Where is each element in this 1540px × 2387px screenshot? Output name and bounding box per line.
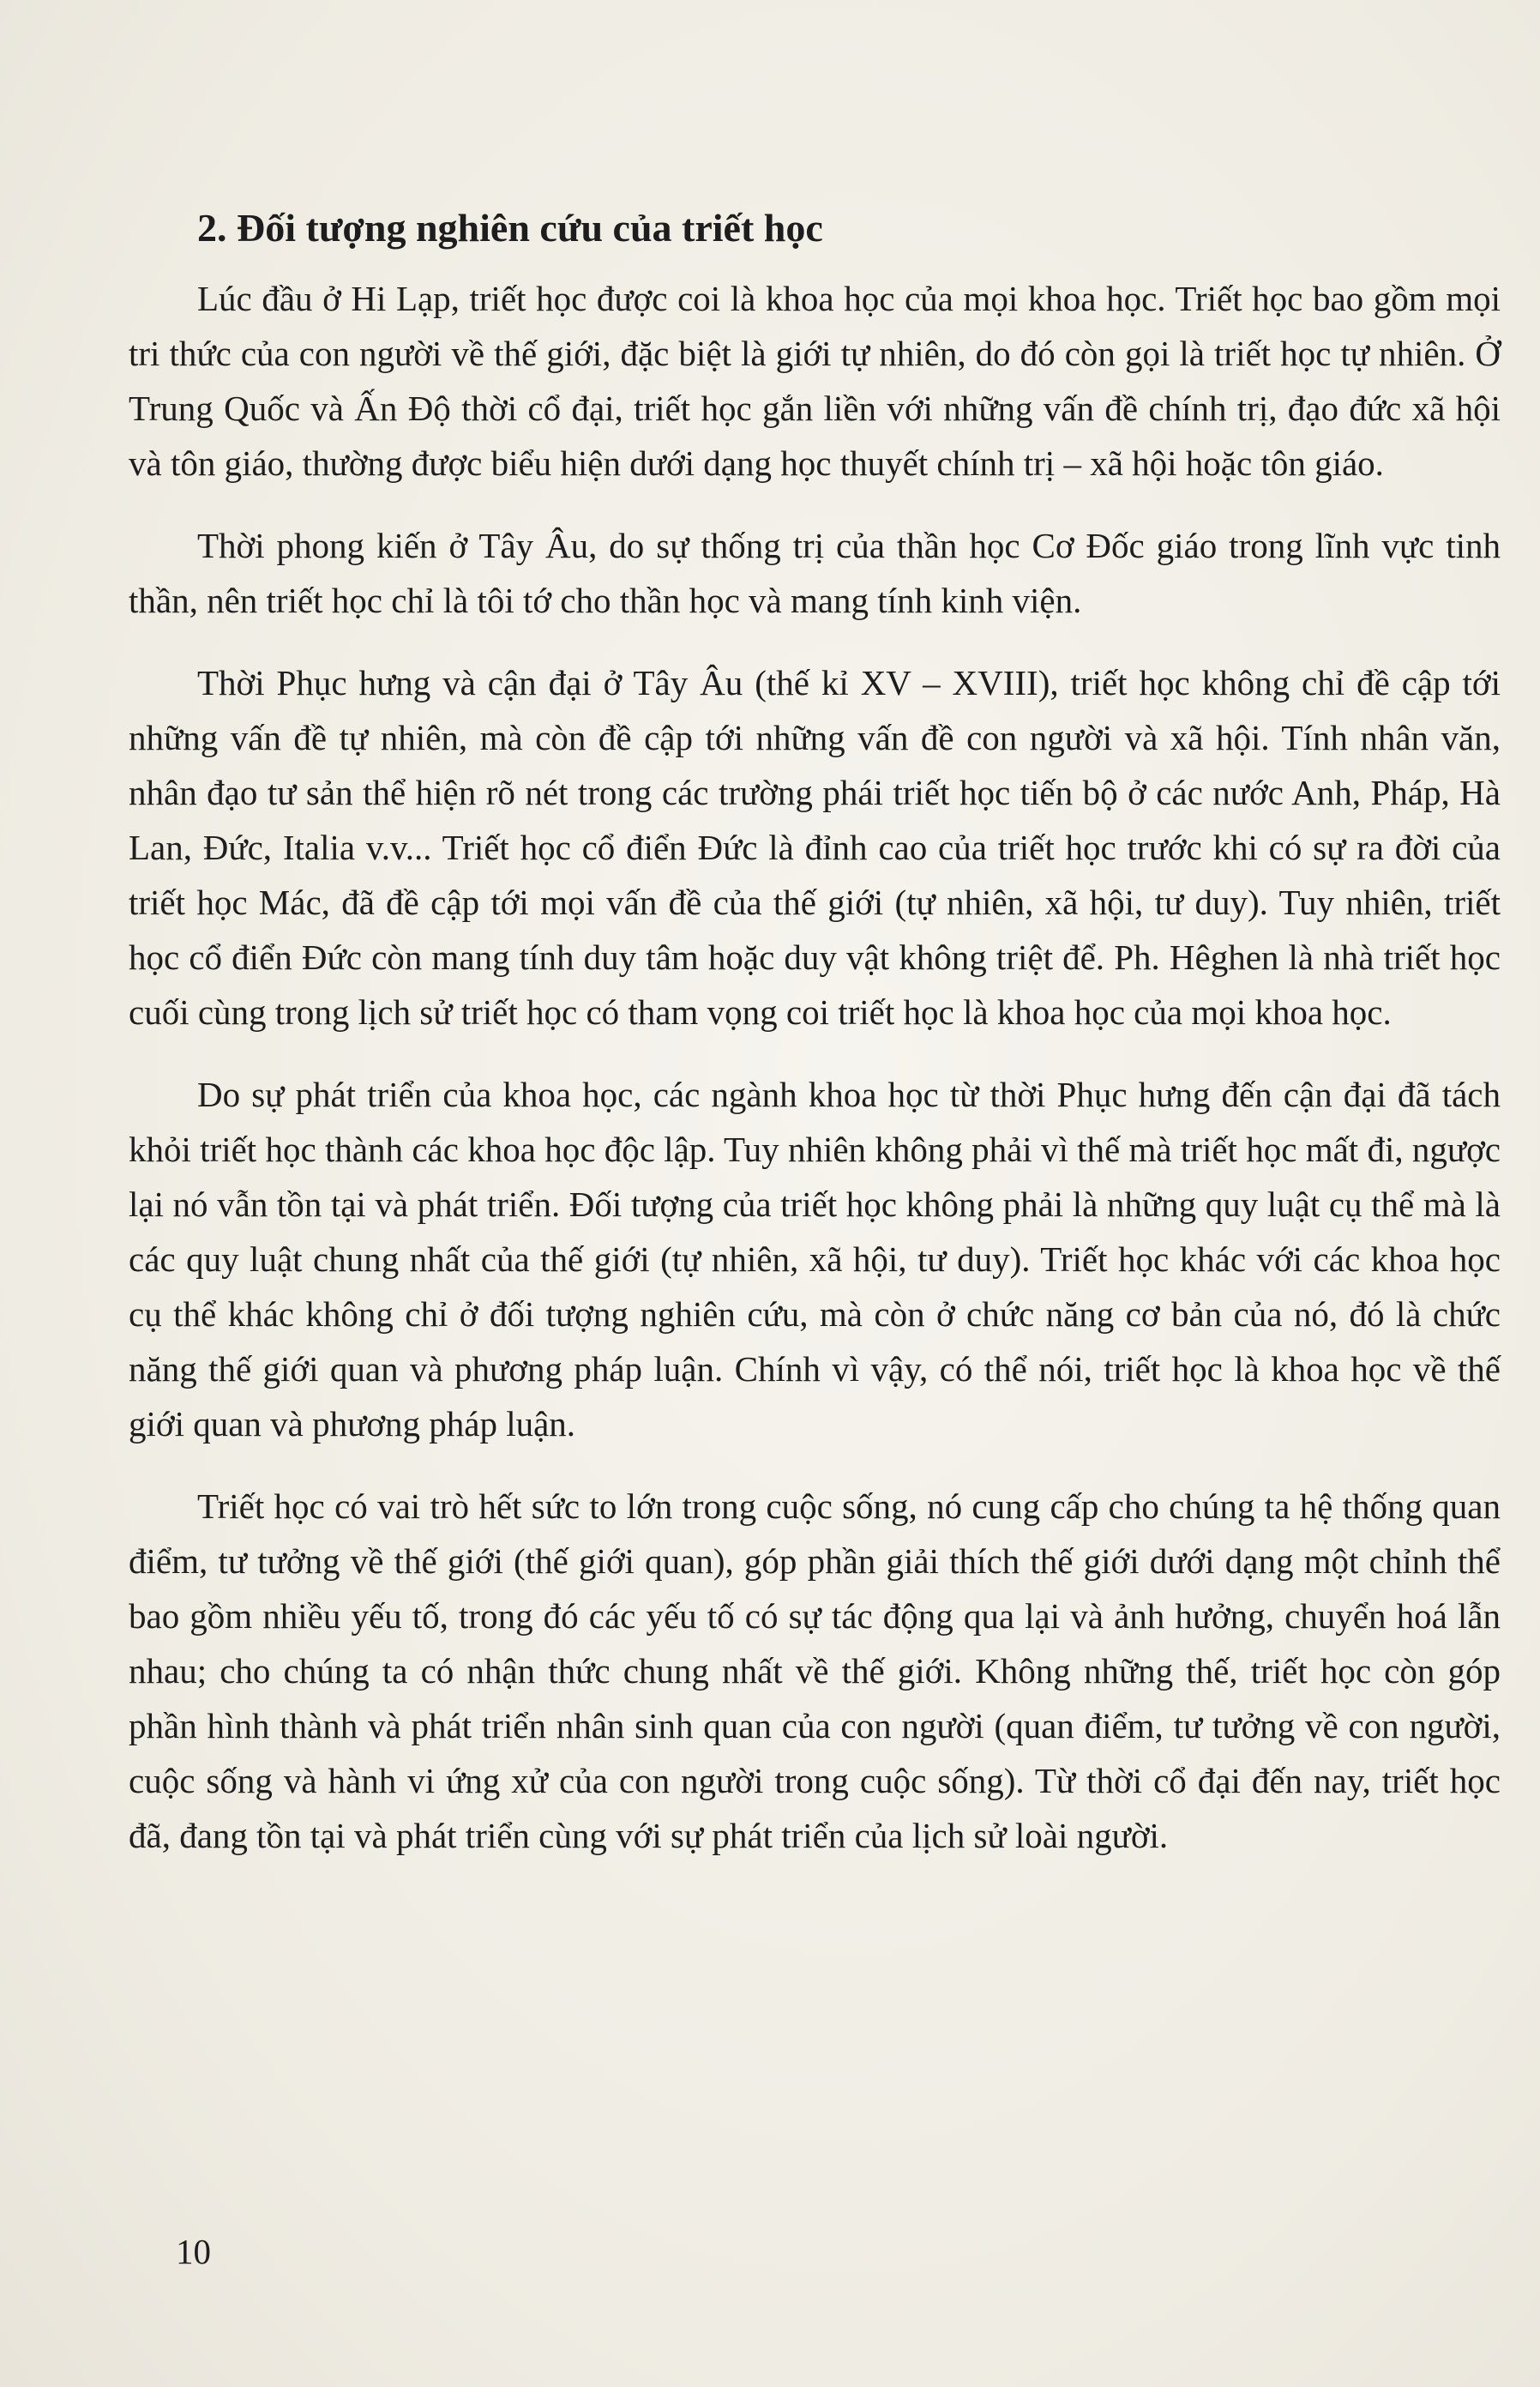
section-heading: 2. Đối tượng nghiên cứu của triết học bbox=[197, 206, 823, 250]
paragraph-renaissance: Thời Phục hưng và cận đại ở Tây Âu (thế kỉ XV – XVIII), triết học không chỉ đề cập tới những vấn đề tự nhiên, mà còn đề cập tới những vấn đề con người và xã hội. Tính nhân văn, nhân đạo tư sản thể hiện rõ nét trong các trường phái triết học tiến bộ ở các nước Anh, Pháp, Hà Lan, Đức, Italia v.v... Triết học cổ điển Đức là đỉnh cao của triết học trước khi có sự ra đời của triết học Mác, đã đề cập tới mọi vấn đề của thế giới (tự nhiên, xã hội, tư duy). Tuy nhiên, triết học cổ điển Đức còn mang tính duy tâm hoặc duy vật không triệt để. Ph. Hêghen là nhà triết học cuối cùng trong lịch sử triết học có tham vọng coi triết học là khoa học của mọi khoa học. bbox=[129, 663, 1501, 1032]
paragraph-feudal: Thời phong kiến ở Tây Âu, do sự thống trị của thần học Cơ Đốc giáo trong lĩnh vực tinh thần, nên triết học chỉ là tôi tớ cho thần học và mang tính kinh viện. bbox=[129, 526, 1501, 620]
page-number: 10 bbox=[176, 2232, 211, 2271]
paragraph-greece: Lúc đầu ở Hi Lạp, triết học được coi là khoa học của mọi khoa học. Triết học bao gồm mọi tri thức của con người về thế giới, đặc biệt là giới tự nhiên, do đó còn gọi là triết học tự nhiên. Ở Trung Quốc và Ấn Độ thời cổ đại, triết học gắn liền với những vấn đề chính trị, đạo đức xã hội và tôn giáo, thường được biểu hiện dưới dạng học thuyết chính trị – xã hội hoặc tôn giáo. bbox=[129, 279, 1501, 483]
paragraph-role-of-philosophy: Triết học có vai trò hết sức to lớn trong cuộc sống, nó cung cấp cho chúng ta hệ thống quan điểm, tư tưởng về thế giới (thế giới quan), góp phần giải thích thế giới dưới dạng một chỉnh thể bao gồm nhiều yếu tố, trong đó các yếu tố có sự tác động qua lại và ảnh hưởng, chuyển hoá lẫn nhau; cho chúng ta có nhận thức chung nhất về thế giới. Không những thế, triết học còn góp phần hình thành và phát triển nhân sinh quan của con người (quan điểm, tư tưởng về con người, cuộc sống và hành vi ứng xử của con người trong cuộc sống). Từ thời cổ đại đến nay, triết học đã, đang tồn tại và phát triển cùng với sự phát triển của lịch sử loài người. bbox=[129, 1486, 1501, 1855]
paragraph-science-development: Do sự phát triển của khoa học, các ngành khoa học từ thời Phục hưng đến cận đại đã tách khỏi triết học thành các khoa học độc lập. Tuy nhiên không phải vì thế mà triết học mất đi, ngược lại nó vẫn tồn tại và phát triển. Đối tượng của triết học không phải là những quy luật cụ thể mà là các quy luật chung nhất của thế giới (tự nhiên, xã hội, tư duy). Triết học khác với các khoa học cụ thể khác không chỉ ở đối tượng nghiên cứu, mà còn ở chức năng cơ bản của nó, đó là chức năng thế giới quan và phương pháp luận. Chính vì vậy, có thể nói, triết học là khoa học về thế giới quan và phương pháp luận. bbox=[129, 1075, 1501, 1444]
page-content bbox=[129, 202, 1501, 1890]
